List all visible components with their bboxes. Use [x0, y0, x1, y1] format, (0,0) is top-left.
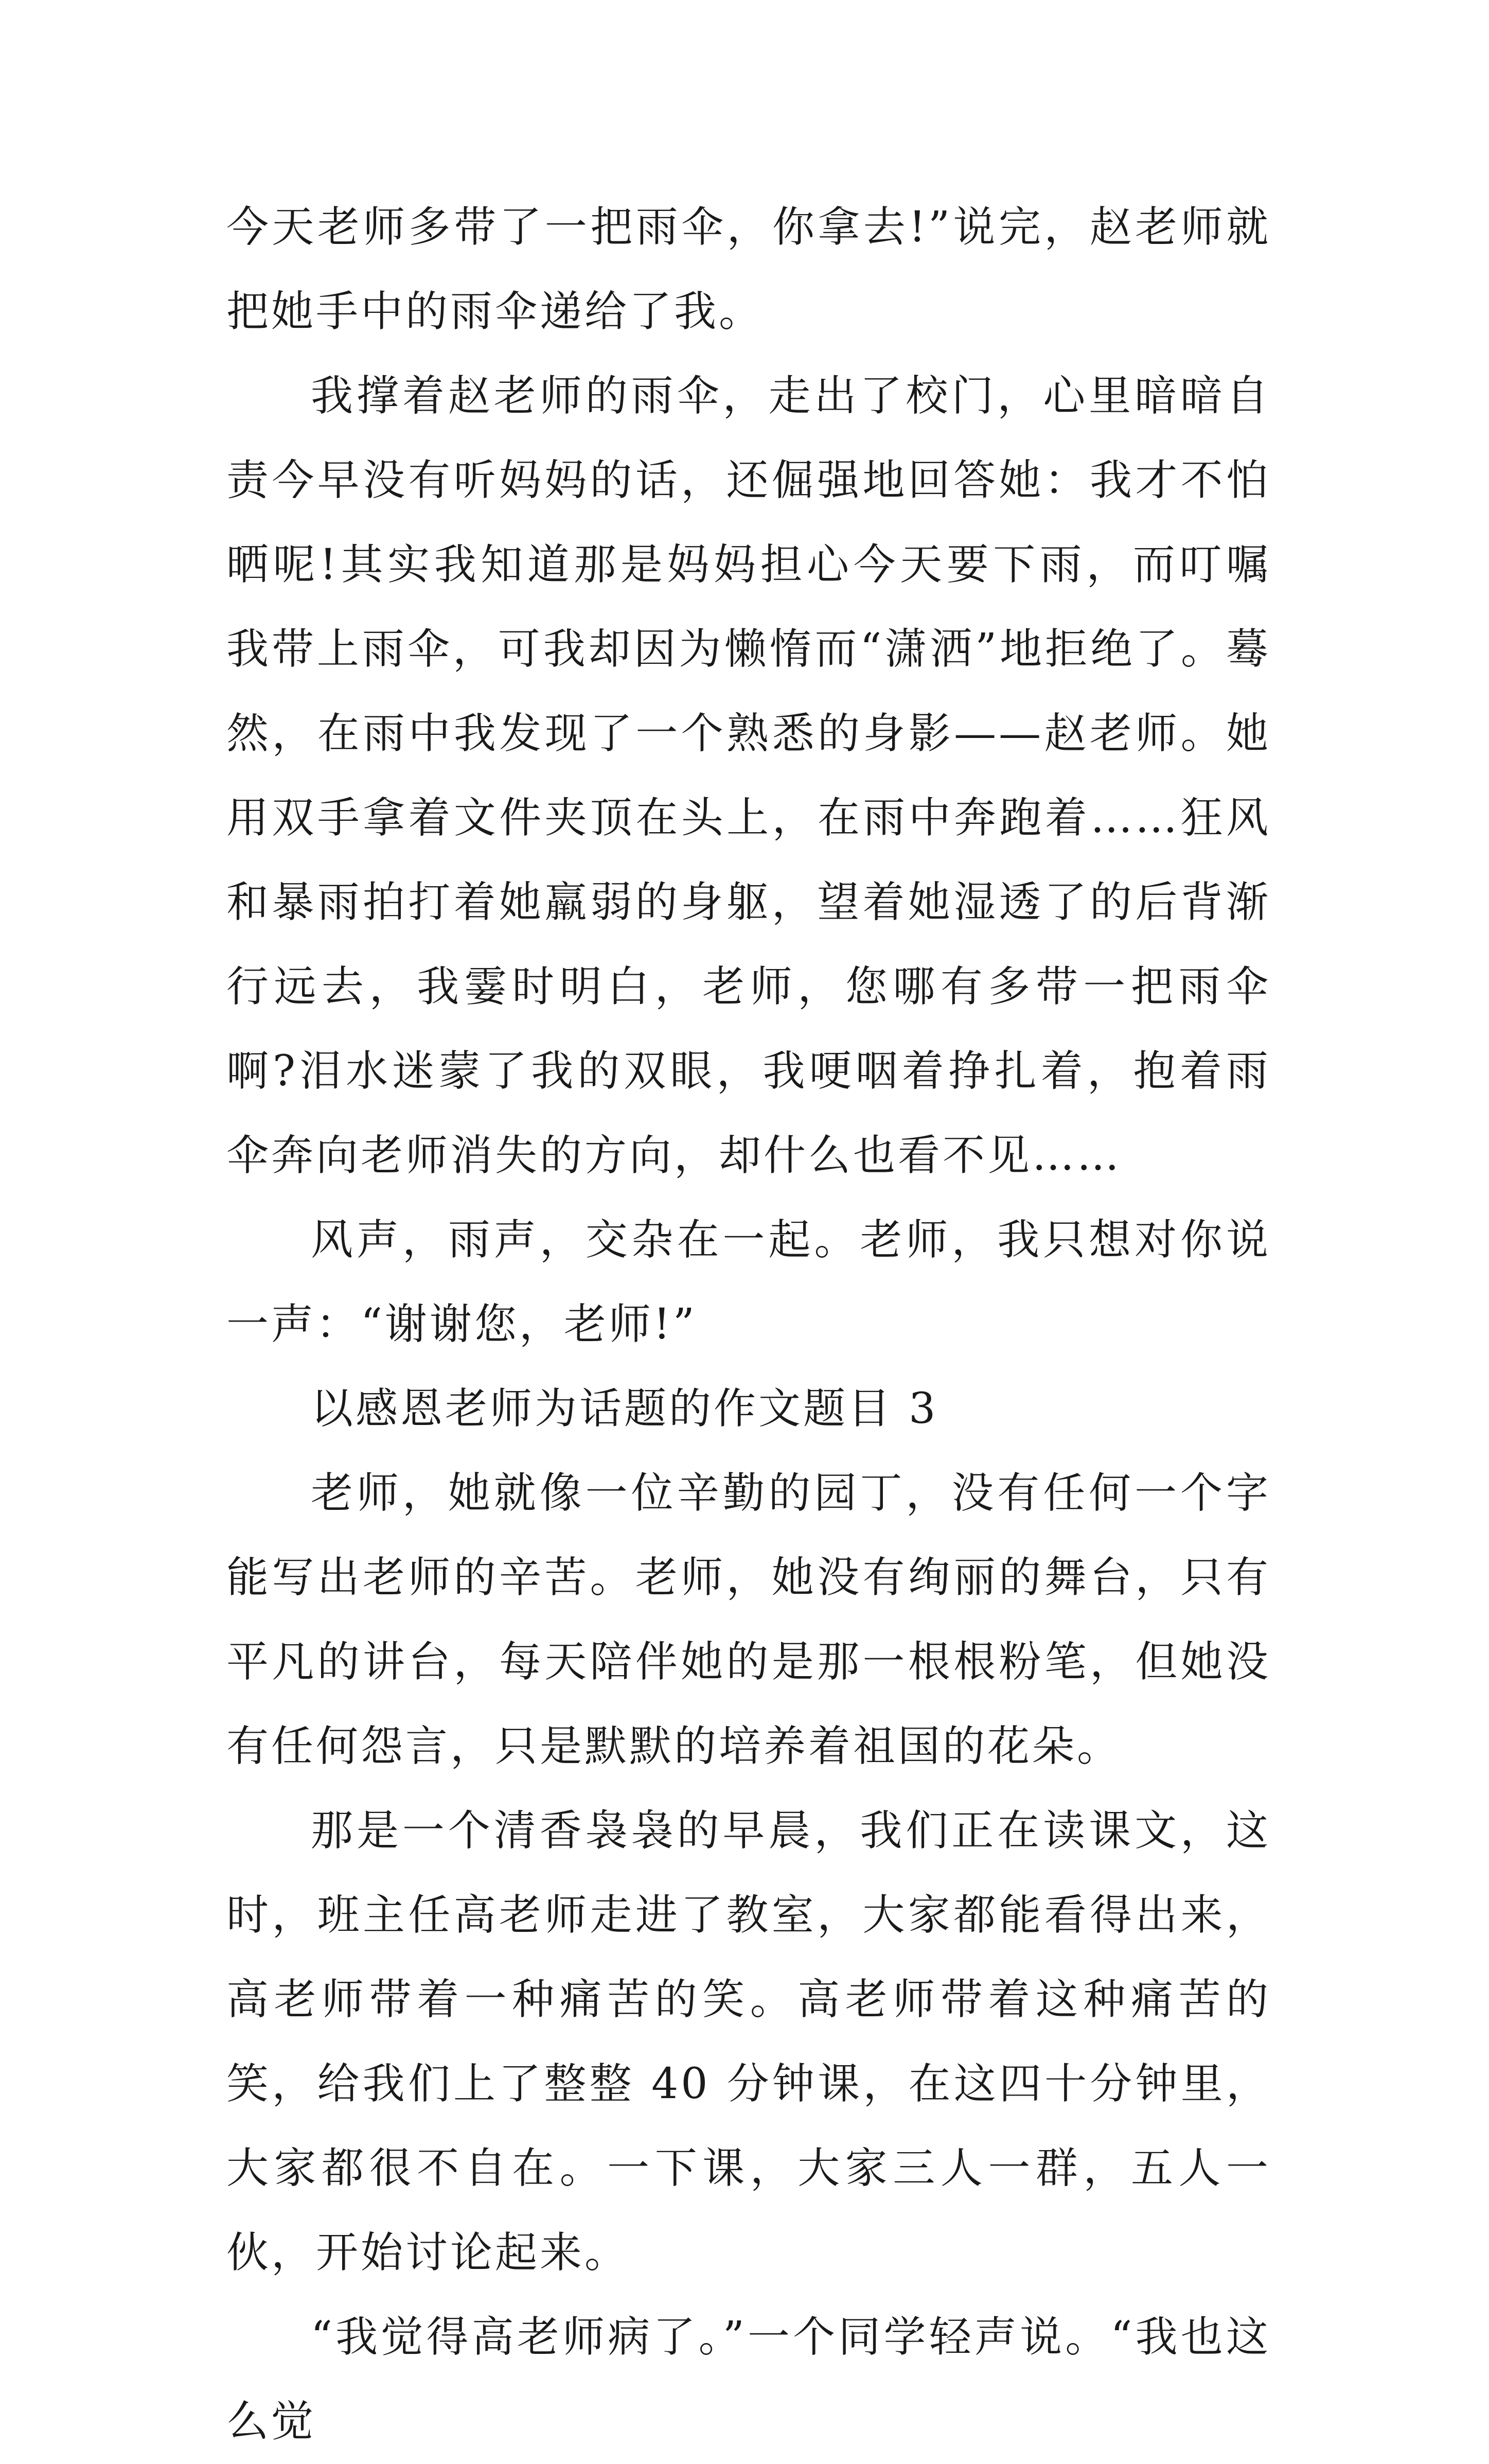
paragraph-thank-you: 风声，雨声，交杂在一起。老师，我只想对你说一声：“谢谢您，老师!”: [226, 1216, 1271, 1349]
paragraph-umbrella-handover: 今天老师多带了一把雨伞，你拿去!”说完，赵老师就把她手中的雨伞递给了我。: [226, 203, 1271, 336]
paragraph-morning-class: 那是一个清香袅袅的早晨，我们正在读课文，这时，班主任高老师走进了教室，大家都能看得出来，高老师带着一种痛苦的笑。高老师带着这种痛苦的笑，给我们上了整整 40 分钟课，在这四十分钟里，大家都很不自在。一下课，大家三人一群，五人一伙，开始讨论起来。: [226, 1806, 1271, 2277]
document-body: [226, 185, 1271, 2464]
section-heading: 以感恩老师为话题的作文题目 3: [311, 1384, 938, 1433]
paragraph-teacher-gardener: 老师，她就像一位辛勤的园丁，没有任何一个字能写出老师的辛苦。老师，她没有绚丽的舞台，只有平凡的讲台，每天陪伴她的是那一根根粉笔，但她没有任何怨言，只是默默的培养着祖国的花朵。: [226, 1469, 1271, 1771]
paragraph-classmate-remark: “我觉得高老师病了。”一个同学轻声说。“我也这么觉: [226, 2313, 1271, 2446]
paragraph-walking-in-rain: 我撑着赵老师的雨伞，走出了校门，心里暗暗自责今早没有听妈妈的话，还倔强地回答她：我才不怕晒呢!其实我知道那是妈妈担心今天要下雨，而叮嘱我带上雨伞，可我却因为懒惰而“潇洒”地拒绝了。蓦然，在雨中我发现了一个熟悉的身影——赵老师。她用双手拿着文件夹顶在头上，在雨中奔跑着……狂风和暴雨拍打着她羸弱的身躯，望着她湿透了的后背渐行远去，我霎时明白，老师，您哪有多带一把雨伞啊?泪水迷蒙了我的双眼，我哽咽着挣扎着，抱着雨伞奔向老师消失的方向，却什么也看不见……: [226, 372, 1271, 1180]
